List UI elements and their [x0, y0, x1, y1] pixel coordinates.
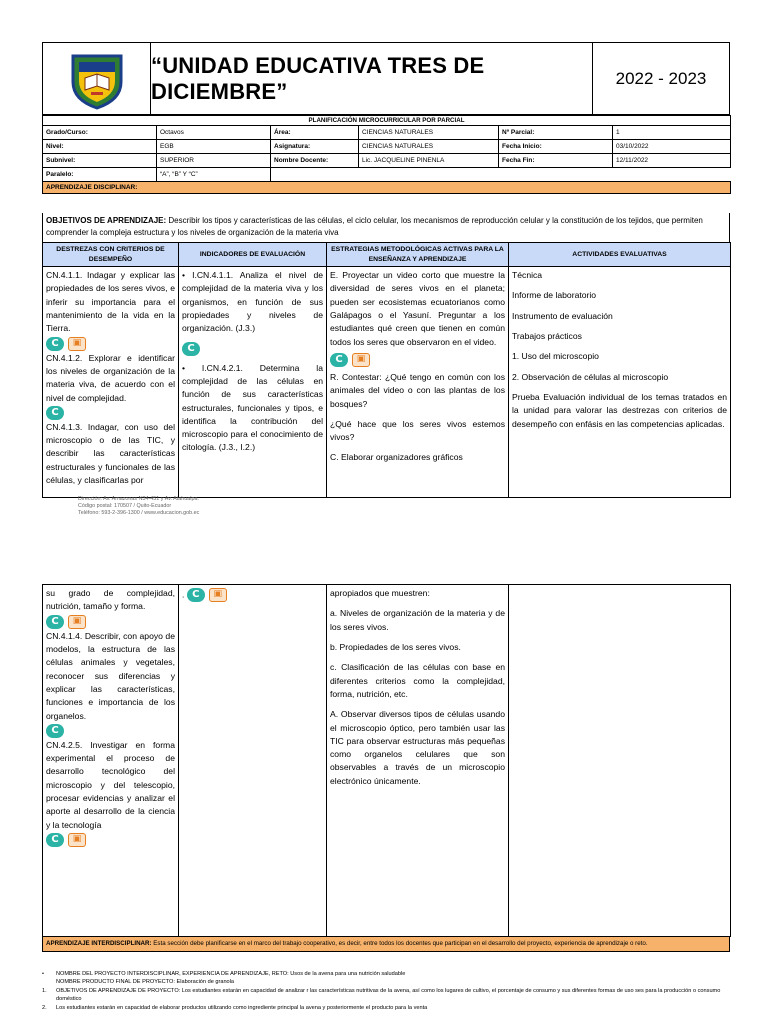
computer-monitor-icon: ▣ [68, 833, 86, 847]
destreza-item: CN.4.1.1. Indagar y explicar las propiedades de los seres vivos, e inferir su importancia para el mantenimiento de la vida en la Tierra. [46, 270, 175, 334]
actividad-item: Prueba Evaluación individual de los temas tratados en la unidad para valorar las destrezas con criterios de desempeño con enfásis en las competencias aplicadas. [512, 391, 727, 429]
label-asignatura: Asignatura: [271, 140, 359, 154]
actividad-item: 1. Uso del microscopio [512, 351, 599, 362]
school-year: 2022 - 2023 [615, 68, 707, 88]
note-marker: 2. [42, 1004, 47, 1011]
actividad-item: Informe de laboratorio [512, 290, 597, 301]
empty-cell [271, 168, 731, 182]
estrategias-cell [327, 267, 509, 498]
value-fecha-inicio: 03/10/2022 [613, 140, 731, 154]
value-asignatura: CIENCIAS NATURALES [359, 140, 499, 154]
note-row [42, 978, 730, 986]
resource-icons [182, 342, 200, 356]
interdisciplinar-text: Esta sección debe planificarse en el marco del trabajo cooperativo, es decir, entre todos los docentes que participan en el desarrollo del proyecto, experiencia de aprendizaje o reto. [153, 940, 648, 947]
document-header [42, 42, 730, 115]
note-row [42, 970, 730, 978]
destrezas-cell [43, 585, 179, 937]
info-row-3 [43, 154, 731, 168]
actividad-item: 2. Observación de células al microscopio [512, 371, 669, 382]
c-resource-icon: C [46, 724, 64, 738]
indicadores-cell [179, 585, 327, 937]
actividad-item: Trabajos prácticos [512, 330, 582, 341]
note-row [42, 1004, 730, 1012]
resource-icons [187, 588, 227, 602]
value-nivel: EGB [157, 140, 271, 154]
value-paralelo: “A”, “B” Y “C” [157, 168, 271, 182]
value-fecha-fin: 12/11/2022 [613, 154, 731, 168]
destrezas-cell [43, 267, 179, 498]
note-marker [42, 978, 56, 986]
estrategia-item: ¿Qué hace que los seres vivos estemos vivos? [330, 418, 505, 443]
col-head-actividades: ACTIVIDADES EVALUATIVAS [509, 243, 731, 267]
note-text: Los estudiantes estarán en capacidad de elaborar productos utilizando como ingrediente principal la avena y posteriormente el producto para la venta [56, 1004, 428, 1011]
computer-monitor-icon: ▣ [68, 615, 86, 629]
label-fecha-inicio: Fecha Inicio: [499, 140, 613, 154]
note-marker: 1. [42, 987, 47, 994]
indicadores-cell [179, 267, 327, 498]
indicador-dot: . [182, 589, 185, 600]
resource-icons [46, 337, 86, 351]
destreza-item: CN.4.1.2. Explorar e identificar los niveles de organización de la materia viva, de acuerdo con el nivel de complejidad. [46, 352, 175, 403]
note-text: NOMBRE DEL PROYECTO INTERDISCIPLINAR, EXPERIENCIA DE APRENDIZAJE, RETO: Usos de la avena para una nutrición saludable [56, 971, 406, 977]
destreza-item: CN.4.1.3. Indagar, con uso del microscopio o de las TIC, y describir las características estructurales y funcionales de las células, y clasificarlas por [46, 421, 175, 486]
note-row [42, 987, 730, 1004]
value-docente: Lic. JACQUELINE PINENLA [359, 154, 499, 168]
c-resource-icon: C [46, 406, 64, 420]
estrategia-item: b. Propiedades de los seres vivos. [330, 641, 461, 652]
c-resource-icon: C [182, 342, 200, 356]
objetivos-aprendizaje [42, 213, 730, 243]
c-resource-icon: C [46, 615, 64, 629]
label-docente: Nombre Docente: [271, 154, 359, 168]
value-grado: Octavos [157, 126, 271, 140]
project-notes [42, 970, 730, 1012]
destreza-item: CN.4.1.4. Describir, con apoyo de modelos, la estructura de las células animales y vegetales, reconocer sus diferencias y explicar las características, funciones e importancia de los organelos. [46, 630, 175, 721]
page-2 [0, 578, 768, 1024]
estrategia-item: R. Contestar: ¿Qué tengo en común con los animales del video o con las plantas de los bosques? [330, 371, 505, 409]
interdisciplinar-label: APRENDIZAJE INTERDISCIPLINAR: [46, 940, 152, 947]
estrategia-item: A. Observar diversos tipos de células usando el microscopio óptico, pero también usar las TIC para observar estructuras más pequeñas como organelos celulares que son observables a través de un microscopio electrónico únicamente. [330, 709, 505, 786]
school-logo-cell [43, 43, 151, 114]
school-crest-logo [65, 48, 129, 110]
estrategia-item: E. Proyectar un video corto que muestre la diversidad de seres vivos en el planeta; pueden ser ecosistemas ecuatorianos como Galápagos o el Yasuní. Preguntar a los estudiantes qué creen que tienen en común todos los seres que observaron en el video. [330, 270, 505, 347]
resource-icons [46, 833, 86, 847]
destreza-item: su grado de complejidad, nutrición, tamaño y forma. [46, 588, 175, 612]
planning-table-p1 [42, 242, 731, 498]
c-resource-icon: C [46, 833, 64, 847]
estrategia-item: a. Niveles de organización de la materia y de los seres vivos. [330, 608, 505, 632]
info-row-1 [43, 126, 731, 140]
address-line: Teléfono: 593-2-396-1300 / www.educacion.gob.ec [78, 509, 200, 516]
actividad-item: Instrumento de evaluación [512, 310, 613, 321]
indicador-item: • I.CN.4.2.1. Determina la complejidad de las células en función de sus características estructurales, funcionales y tipos, e identifica la contribución del microscopio para el conocimiento de citología. (J.3., I.2.) [182, 362, 323, 453]
note-text: NOMBRE PRODUCTO FINAL DE PROYECTO: Elaboración de granola [56, 979, 235, 986]
value-subnivel: SUPERIOR [157, 154, 271, 168]
info-row-2 [43, 140, 731, 154]
actividades-cell [509, 267, 731, 498]
col-head-estrategias: ESTRATEGIAS METODOLÓGICAS ACTIVAS PARA LA ENSEÑANZA Y APRENDIZAJE [327, 243, 509, 267]
label-area: Área: [271, 126, 359, 140]
resource-icons [46, 724, 64, 738]
estrategia-item: apropiados que muestren: [330, 588, 430, 598]
col-head-indicadores: INDICADORES DE EVALUACIÓN [179, 243, 327, 267]
school-name: “UNIDAD EDUCATIVA TRES DE DICIEMBRE” [151, 43, 593, 114]
resource-icons [330, 353, 370, 367]
label-grado: Grado/Curso: [43, 126, 157, 140]
estrategias-cell [327, 585, 509, 937]
address-line: Dirección: Av. Amazonas N34-451 y Av. Atahualpa. [78, 496, 199, 502]
destreza-item: CN.4.2.5. Investigar en forma experimental el proceso de desarrollo tecnológico del microscopio y del telescopio, procesar evidencias y analizar el aporte al desarrollo de la ciencia y la tecnología [46, 739, 175, 830]
note-text: OBJETIVOS DE APRENDIZAJE DE PROYECTO: Los estudiantes estarán en capacidad de analizar r las características nutritivas de la avena, así como los lugares de cultivo, el porcentaje de consumo y sus diferentes formas de uso ses para la producción o consumo doméstico [56, 987, 721, 1003]
c-resource-icon: C [330, 353, 348, 367]
label-subnivel: Subnivel: [43, 154, 157, 168]
label-nivel: Nivel: [43, 140, 157, 154]
value-area: CIENCIAS NATURALES [359, 126, 499, 140]
note-marker: • [42, 971, 44, 977]
aprendizaje-interdisciplinar [42, 936, 730, 952]
label-parcial: Nº Parcial: [499, 126, 613, 140]
plan-title: PLANIFICACIÓN MICROCURRICULAR POR PARCIAL [43, 116, 731, 126]
value-parcial: 1 [613, 126, 731, 140]
c-resource-icon: C [187, 588, 205, 602]
page-gap [0, 540, 768, 578]
estrategia-item: c. Clasificación de las células con base en diferentes criterios como la complejidad, forma, nutrición, etc. [330, 662, 505, 699]
computer-monitor-icon: ▣ [68, 337, 86, 351]
col-head-destrezas: DESTREZAS CON CRITERIOS DE DESEMPEÑO [43, 243, 179, 267]
c-resource-icon: C [46, 337, 64, 351]
objetivos-label: OBJETIVOS DE APRENDIZAJE: [46, 216, 167, 225]
info-table [42, 115, 731, 194]
label-paralelo: Paralelo: [43, 168, 157, 182]
label-fecha-fin: Fecha Fin: [499, 154, 613, 168]
actividad-item: Técnica [512, 270, 543, 280]
estrategia-item: C. Elaborar organizadores gráficos [330, 452, 463, 463]
indicador-item: • I.CN.4.1.1. Analiza el nivel de complejidad de la materia viva y los organismos, en función de sus propiedades y niveles de organización. (J.3.) [182, 270, 323, 334]
planning-table-p2 [42, 584, 731, 937]
info-row-4 [43, 168, 731, 182]
computer-monitor-icon: ▣ [352, 353, 370, 367]
computer-monitor-icon: ▣ [209, 588, 227, 602]
address-line: Código postal: 170507 / Quito-Ecuador [78, 502, 172, 509]
resource-icons [46, 406, 64, 420]
resource-icons [46, 615, 86, 629]
aprendizaje-disciplinar-label: APRENDIZAJE DISCIPLINAR: [43, 182, 731, 194]
objetivos-text: Describir los tipos y características de las células, el ciclo celular, los mecanismos de reproducción celular y la constitución de los tejidos, que permiten comprender la compleja estructura y los niveles de organización de la materia viva [46, 216, 703, 238]
ministry-address [78, 496, 199, 516]
actividades-cell [509, 585, 731, 937]
